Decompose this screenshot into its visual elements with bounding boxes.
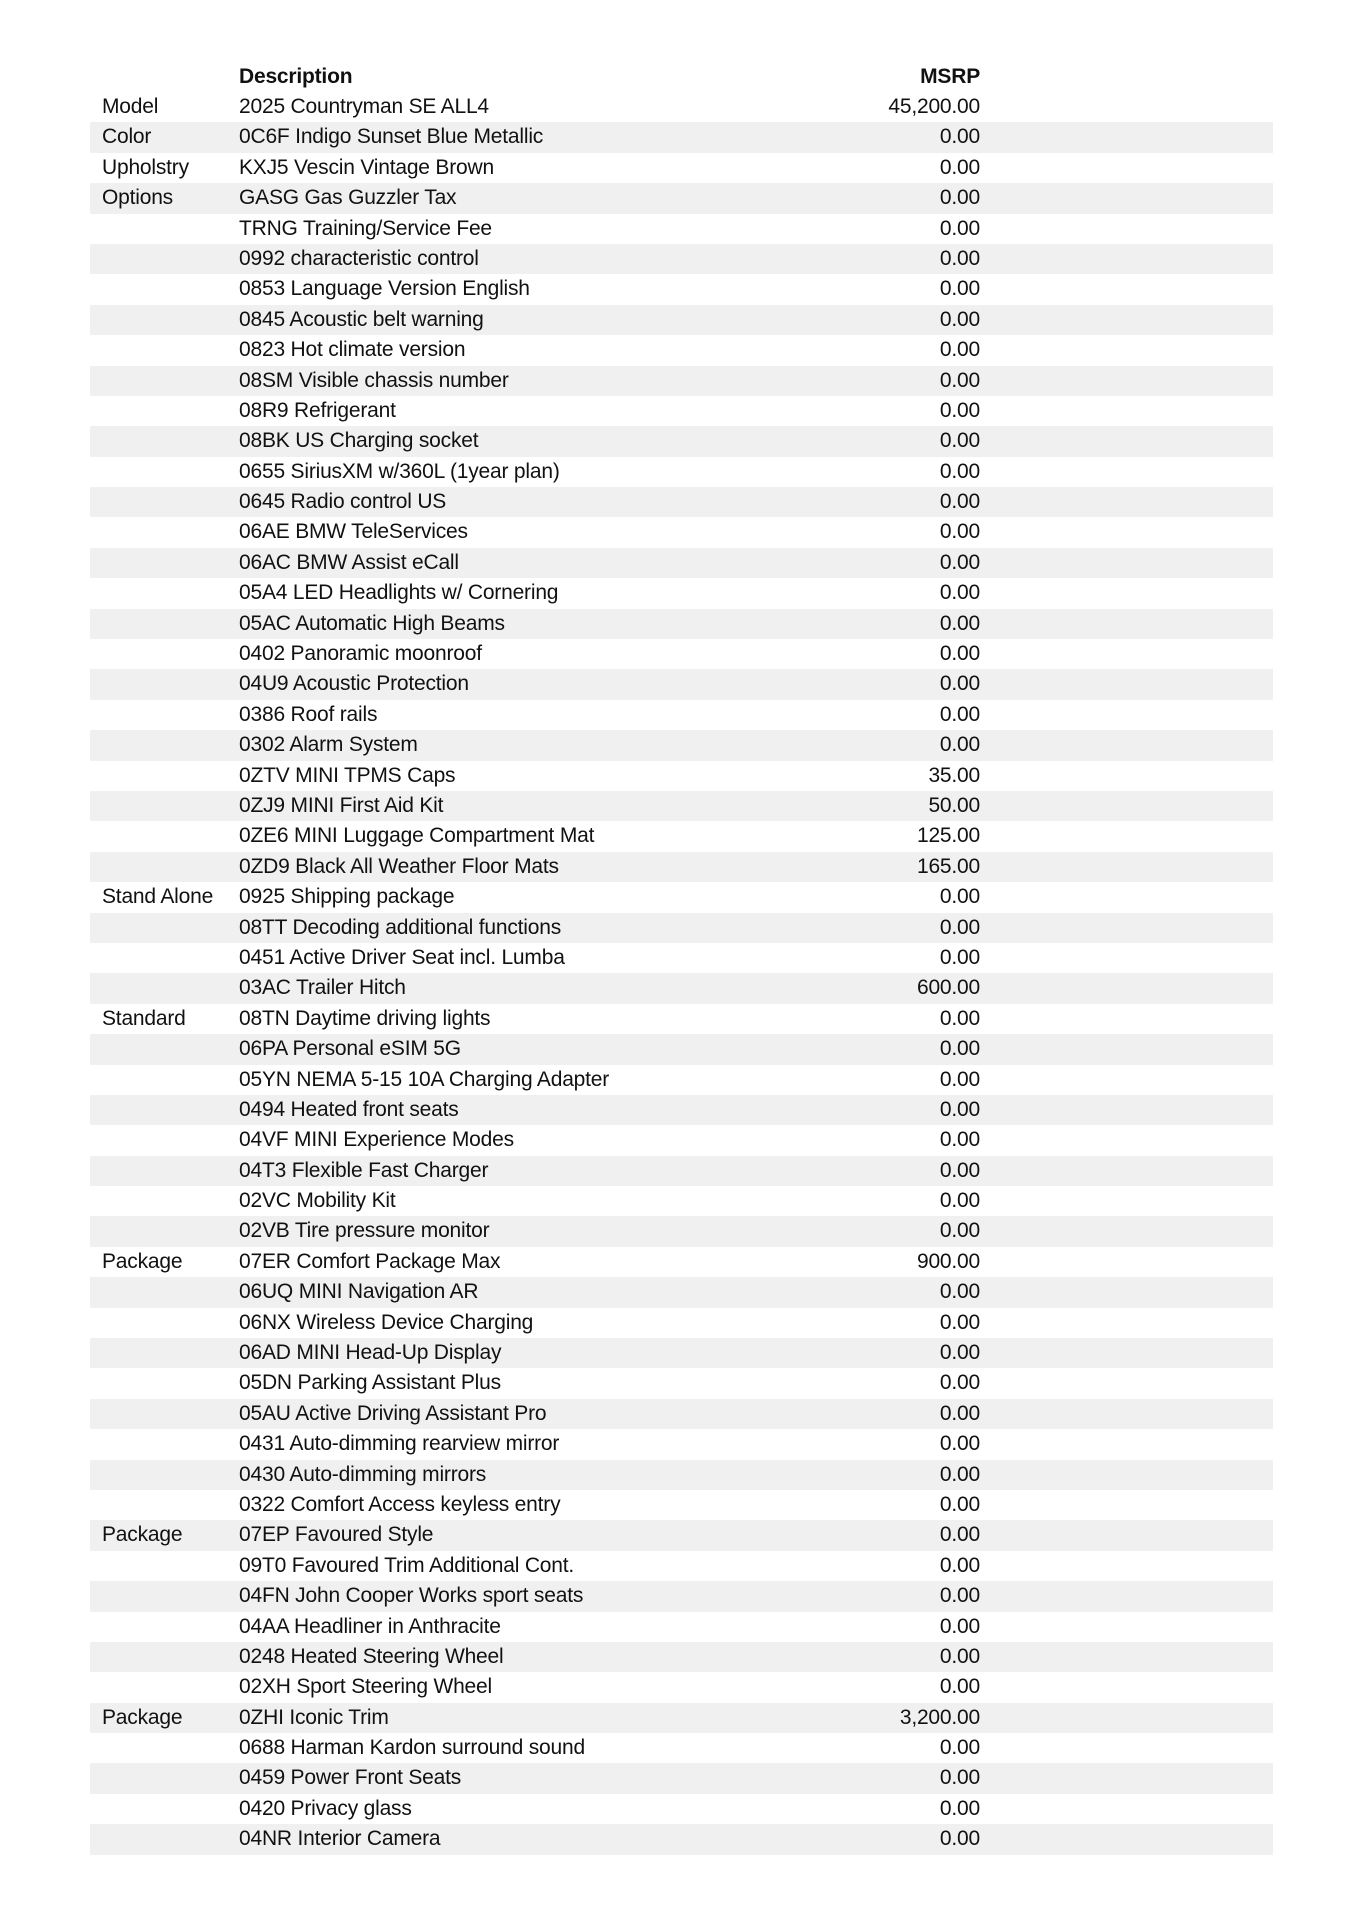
row-msrp: 0.00 [939, 702, 980, 726]
row-msrp: 0.00 [939, 1462, 980, 1486]
row-msrp: 0.00 [939, 1310, 980, 1334]
table-row [90, 1703, 1273, 1733]
row-description: 02VB Tire pressure monitor [239, 1219, 490, 1243]
table-row [90, 1156, 1273, 1186]
row-msrp: 0.00 [939, 1097, 980, 1121]
table-row [90, 517, 1273, 547]
row-msrp: 0.00 [939, 459, 980, 483]
row-msrp: 0.00 [939, 1796, 980, 1820]
table-body [90, 92, 1273, 1855]
row-description: 04VF MINI Experience Modes [239, 1128, 514, 1152]
table-row [90, 609, 1273, 639]
row-description: 08R9 Refrigerant [239, 398, 396, 422]
row-description: TRNG Training/Service Fee [239, 216, 492, 240]
row-msrp: 0.00 [939, 1432, 980, 1456]
row-description: 03AC Trailer Hitch [239, 976, 406, 1000]
table-row [90, 1216, 1273, 1246]
row-description: 06AD MINI Head-Up Display [239, 1341, 502, 1365]
row-description: 2025 Countryman SE ALL4 [239, 95, 489, 118]
table-row [90, 122, 1273, 152]
row-description: 0451 Active Driver Seat incl. Lumba [239, 945, 565, 969]
row-description: 08BK US Charging socket [239, 429, 479, 453]
row-msrp: 600.00 [916, 976, 980, 1000]
table-row [90, 153, 1273, 183]
row-description: 0248 Heated Steering Wheel [239, 1644, 504, 1668]
row-msrp: 3,200.00 [899, 1705, 980, 1729]
row-msrp: 0.00 [939, 915, 980, 939]
row-msrp: 0.00 [939, 338, 980, 362]
price-sheet [90, 62, 1273, 1855]
table-row [90, 1733, 1273, 1763]
row-msrp: 0.00 [939, 1523, 980, 1547]
table-row [90, 548, 1273, 578]
row-description: 0402 Panoramic moonroof [239, 642, 482, 666]
row-msrp: 0.00 [939, 885, 980, 909]
row-description: 0420 Privacy glass [239, 1796, 412, 1820]
row-description: 06NX Wireless Device Charging [239, 1310, 534, 1334]
table-row [90, 1490, 1273, 1520]
msrp-header: MSRP [920, 65, 980, 88]
table-row [90, 1004, 1273, 1034]
table-row [90, 1125, 1273, 1155]
row-description: 06UQ MINI Navigation AR [239, 1280, 479, 1304]
table-row [90, 791, 1273, 821]
row-msrp: 0.00 [939, 520, 980, 544]
row-msrp: 0.00 [939, 155, 980, 179]
row-description: 04U9 Acoustic Protection [239, 672, 469, 696]
row-description: 0459 Power Front Seats [239, 1766, 462, 1790]
row-msrp: 0.00 [939, 1128, 980, 1152]
table-row [90, 578, 1273, 608]
table-row [90, 761, 1273, 791]
row-category: Upholstry [102, 155, 189, 179]
row-description: 05AU Active Driving Assistant Pro [239, 1401, 547, 1425]
row-description: 02XH Sport Steering Wheel [239, 1675, 492, 1699]
row-description: 04FN John Cooper Works sport seats [239, 1584, 584, 1608]
row-description: 05DN Parking Assistant Plus [239, 1371, 501, 1395]
row-msrp: 0.00 [939, 368, 980, 392]
row-description: 0655 SiriusXM w/360L (1year plan) [239, 459, 560, 483]
row-description: GASG Gas Guzzler Tax [239, 186, 457, 210]
table-row [90, 366, 1273, 396]
row-description: 0322 Comfort Access keyless entry [239, 1492, 561, 1516]
row-msrp: 0.00 [939, 186, 980, 210]
table-row [90, 1186, 1273, 1216]
row-description: 08TT Decoding additional functions [239, 915, 562, 939]
row-msrp: 0.00 [939, 1006, 980, 1030]
row-description: 06PA Personal eSIM 5G [239, 1037, 461, 1061]
row-description: 0992 characteristic control [239, 246, 479, 270]
row-description: 04T3 Flexible Fast Charger [239, 1158, 489, 1182]
table-row [90, 1308, 1273, 1338]
row-msrp: 0.00 [939, 1219, 980, 1243]
row-category: Color [102, 125, 152, 149]
row-description: 0ZHI Iconic Trim [239, 1705, 389, 1729]
row-description: 0386 Roof rails [239, 702, 378, 726]
table-row [90, 1368, 1273, 1398]
table-row [90, 1551, 1273, 1581]
row-description: 0845 Acoustic belt warning [239, 307, 484, 331]
row-msrp: 0.00 [939, 1189, 980, 1213]
row-category: Options [102, 186, 173, 210]
row-msrp: 0.00 [939, 1492, 980, 1516]
row-msrp: 0.00 [939, 581, 980, 605]
table-row [90, 639, 1273, 669]
row-msrp: 125.00 [916, 824, 980, 848]
row-msrp: 0.00 [939, 1644, 980, 1668]
table-row [90, 1520, 1273, 1550]
table-row [90, 730, 1273, 760]
table-row [90, 1277, 1273, 1307]
table-row [90, 852, 1273, 882]
row-description: 0ZTV MINI TPMS Caps [239, 763, 456, 787]
row-description: 0ZE6 MINI Luggage Compartment Mat [239, 824, 595, 848]
row-msrp: 0.00 [939, 642, 980, 666]
row-msrp: 0.00 [939, 550, 980, 574]
row-category: Stand Alone [102, 885, 214, 909]
row-category: Package [102, 1523, 183, 1547]
row-msrp: 0.00 [939, 672, 980, 696]
row-description: 0430 Auto-dimming mirrors [239, 1462, 487, 1486]
table-row [90, 1642, 1273, 1672]
table-row [90, 1429, 1273, 1459]
row-description: 0431 Auto-dimming rearview mirror [239, 1432, 560, 1456]
table-row [90, 1338, 1273, 1368]
table-row [90, 244, 1273, 274]
description-header: Description [239, 65, 353, 88]
table-row [90, 821, 1273, 851]
row-description: 0645 Radio control US [239, 490, 447, 514]
row-msrp: 0.00 [939, 1827, 980, 1851]
row-msrp: 45,200.00 [888, 95, 980, 118]
row-description: KXJ5 Vescin Vintage Brown [239, 155, 494, 179]
row-msrp: 0.00 [939, 733, 980, 757]
row-msrp: 0.00 [939, 1341, 980, 1365]
table-row [90, 700, 1273, 730]
table-row [90, 396, 1273, 426]
row-description: 05AC Automatic High Beams [239, 611, 505, 635]
row-description: 0ZD9 Black All Weather Floor Mats [239, 854, 559, 878]
row-msrp: 900.00 [916, 1249, 980, 1273]
row-msrp: 0.00 [939, 1766, 980, 1790]
row-description: 04NR Interior Camera [239, 1827, 441, 1851]
table-row [90, 457, 1273, 487]
table-row [90, 669, 1273, 699]
row-msrp: 50.00 [928, 793, 980, 817]
row-description: 02VC Mobility Kit [239, 1189, 396, 1213]
row-msrp: 35.00 [928, 763, 980, 787]
row-description: 08SM Visible chassis number [239, 368, 509, 392]
table-row [90, 487, 1273, 517]
table-row [90, 913, 1273, 943]
row-description: 0688 Harman Kardon surround sound [239, 1736, 585, 1760]
table-row [90, 1581, 1273, 1611]
row-msrp: 0.00 [939, 1401, 980, 1425]
table-row [90, 943, 1273, 973]
row-category: Standard [102, 1006, 186, 1030]
row-msrp: 165.00 [916, 854, 980, 878]
row-msrp: 0.00 [939, 1584, 980, 1608]
row-msrp: 0.00 [939, 1736, 980, 1760]
row-description: 0853 Language Version English [239, 277, 530, 301]
row-msrp: 0.00 [939, 1614, 980, 1638]
row-category: Package [102, 1249, 183, 1273]
row-description: 0302 Alarm System [239, 733, 418, 757]
row-description: 0925 Shipping package [239, 885, 455, 909]
row-msrp: 0.00 [939, 1037, 980, 1061]
table-row [90, 1672, 1273, 1702]
row-msrp: 0.00 [939, 1371, 980, 1395]
row-description: 08TN Daytime driving lights [239, 1006, 491, 1030]
table-row [90, 426, 1273, 456]
table-row [90, 1034, 1273, 1064]
row-category: Model [102, 95, 159, 118]
row-msrp: 0.00 [939, 125, 980, 149]
row-msrp: 0.00 [939, 216, 980, 240]
table-row [90, 1247, 1273, 1277]
table-row [90, 305, 1273, 335]
row-description: 06AE BMW TeleServices [239, 520, 468, 544]
row-description: 06AC BMW Assist eCall [239, 550, 459, 574]
table-row [90, 1824, 1273, 1854]
row-msrp: 0.00 [939, 490, 980, 514]
table-row [90, 882, 1273, 912]
row-msrp: 0.00 [939, 1675, 980, 1699]
row-msrp: 0.00 [939, 398, 980, 422]
row-msrp: 0.00 [939, 1553, 980, 1577]
row-description: 0823 Hot climate version [239, 338, 466, 362]
table-row [90, 1612, 1273, 1642]
row-msrp: 0.00 [939, 611, 980, 635]
row-msrp: 0.00 [939, 307, 980, 331]
row-msrp: 0.00 [939, 429, 980, 453]
table-row [90, 973, 1273, 1003]
row-msrp: 0.00 [939, 1280, 980, 1304]
table-row [90, 1460, 1273, 1490]
row-description: 05A4 LED Headlights w/ Cornering [239, 581, 559, 605]
table-row [90, 183, 1273, 213]
row-msrp: 0.00 [939, 1067, 980, 1091]
table-row [90, 92, 1273, 122]
table-row [90, 1763, 1273, 1793]
row-msrp: 0.00 [939, 277, 980, 301]
row-description: 05YN NEMA 5-15 10A Charging Adapter [239, 1067, 610, 1091]
row-description: 0ZJ9 MINI First Aid Kit [239, 793, 444, 817]
table-row [90, 214, 1273, 244]
table-header [90, 62, 1273, 92]
table-row [90, 1794, 1273, 1824]
row-description: 0C6F Indigo Sunset Blue Metallic [239, 125, 544, 149]
row-msrp: 0.00 [939, 1158, 980, 1182]
row-description: 04AA Headliner in Anthracite [239, 1614, 501, 1638]
row-category: Package [102, 1705, 183, 1729]
table-row [90, 274, 1273, 304]
row-msrp: 0.00 [939, 246, 980, 270]
row-description: 09T0 Favoured Trim Additional Cont. [239, 1553, 575, 1577]
table-row [90, 1065, 1273, 1095]
table-row [90, 335, 1273, 365]
table-row [90, 1399, 1273, 1429]
row-description: 07ER Comfort Package Max [239, 1249, 501, 1273]
row-description: 07EP Favoured Style [239, 1523, 434, 1547]
row-description: 0494 Heated front seats [239, 1097, 459, 1121]
table-row [90, 1095, 1273, 1125]
row-msrp: 0.00 [939, 945, 980, 969]
